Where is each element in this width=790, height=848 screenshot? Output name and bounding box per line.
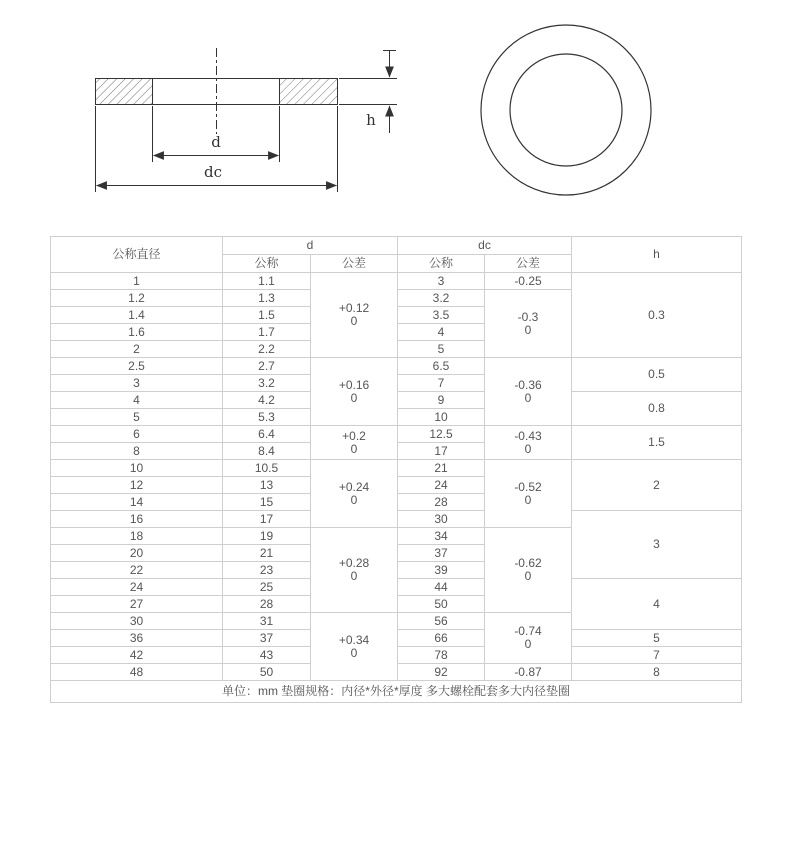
table-row — [51, 426, 742, 443]
table-footer-note: 单位：mm 垫圈规格：内径*外径*厚度 多大螺栓配套多大内径垫圈 — [51, 681, 742, 703]
nominal-diameter-cell: 6 — [51, 426, 223, 443]
d-nominal-cell: 10.5 — [223, 460, 311, 477]
d-tolerance-cell: +0.34 0 — [311, 613, 398, 681]
nominal-diameter-cell: 12 — [51, 477, 223, 494]
d-nominal-cell: 19 — [223, 528, 311, 545]
d-nominal-cell: 6.4 — [223, 426, 311, 443]
dc-nominal-cell: 39 — [398, 562, 485, 579]
nominal-diameter-cell: 27 — [51, 596, 223, 613]
d-nominal-cell: 17 — [223, 511, 311, 528]
washer-technical-drawing — [0, 0, 790, 232]
d-nominal-cell: 13 — [223, 477, 311, 494]
table-row — [51, 273, 742, 290]
dc-nominal-cell: 3.5 — [398, 307, 485, 324]
dc-tolerance-cell: -0.62 0 — [485, 528, 572, 613]
header-d-nominal: 公称 — [223, 255, 311, 273]
header-nominal-diameter: 公称直径 — [51, 237, 223, 273]
dimension-label-d: d — [211, 133, 221, 151]
d-nominal-cell: 50 — [223, 664, 311, 681]
washer-inner-circle — [510, 54, 622, 166]
dc-nominal-cell: 21 — [398, 460, 485, 477]
d-nominal-cell: 23 — [223, 562, 311, 579]
h-cell: 0.5 — [572, 358, 742, 392]
nominal-diameter-cell: 42 — [51, 647, 223, 664]
d-nominal-cell: 43 — [223, 647, 311, 664]
d-tolerance-cell: +0.2 0 — [311, 426, 398, 460]
hatch-left — [96, 79, 153, 105]
dc-nominal-cell: 6.5 — [398, 358, 485, 375]
d-tolerance-cell: +0.12 0 — [311, 273, 398, 358]
dc-nominal-cell: 78 — [398, 647, 485, 664]
h-cell: 2 — [572, 460, 742, 511]
dc-nominal-cell: 66 — [398, 630, 485, 647]
d-nominal-cell: 8.4 — [223, 443, 311, 460]
h-cell: 0.3 — [572, 273, 742, 358]
dc-nominal-cell: 4 — [398, 324, 485, 341]
spec-table-container — [50, 236, 741, 703]
table-footer — [51, 681, 742, 703]
table-row — [51, 358, 742, 375]
header-row-1 — [51, 237, 742, 255]
d-nominal-cell: 1.5 — [223, 307, 311, 324]
nominal-diameter-cell: 20 — [51, 545, 223, 562]
dc-nominal-cell: 12.5 — [398, 426, 485, 443]
dimension-label-dc: dc — [203, 163, 223, 181]
d-nominal-cell: 1.1 — [223, 273, 311, 290]
dc-nominal-cell: 7 — [398, 375, 485, 392]
header-h: h — [572, 237, 742, 273]
nominal-diameter-cell: 22 — [51, 562, 223, 579]
dimension-label-h: h — [366, 111, 376, 129]
nominal-diameter-cell: 8 — [51, 443, 223, 460]
footer-row — [51, 681, 742, 703]
dc-nominal-cell: 9 — [398, 392, 485, 409]
h-cell: 3 — [572, 511, 742, 579]
dc-nominal-cell: 28 — [398, 494, 485, 511]
d-nominal-cell: 2.2 — [223, 341, 311, 358]
header-dc: dc — [398, 237, 572, 255]
dc-nominal-cell: 3 — [398, 273, 485, 290]
nominal-diameter-cell: 4 — [51, 392, 223, 409]
d-tolerance-cell: +0.16 0 — [311, 358, 398, 426]
dc-tolerance-cell: -0.43 0 — [485, 426, 572, 460]
d-nominal-cell: 37 — [223, 630, 311, 647]
nominal-diameter-cell: 1.6 — [51, 324, 223, 341]
h-cell: 0.8 — [572, 392, 742, 426]
d-nominal-cell: 1.7 — [223, 324, 311, 341]
nominal-diameter-cell: 14 — [51, 494, 223, 511]
table-header — [51, 237, 742, 273]
dc-nominal-cell: 34 — [398, 528, 485, 545]
h-cell: 1.5 — [572, 426, 742, 460]
h-cell: 4 — [572, 579, 742, 630]
dc-nominal-cell: 30 — [398, 511, 485, 528]
d-nominal-cell: 5.3 — [223, 409, 311, 426]
header-d: d — [223, 237, 398, 255]
nominal-diameter-cell: 24 — [51, 579, 223, 596]
nominal-diameter-cell: 10 — [51, 460, 223, 477]
d-nominal-cell: 31 — [223, 613, 311, 630]
hatch-right — [280, 79, 338, 105]
d-nominal-cell: 15 — [223, 494, 311, 511]
nominal-diameter-cell: 1 — [51, 273, 223, 290]
d-tolerance-cell: +0.28 0 — [311, 528, 398, 613]
front-view — [481, 25, 651, 195]
nominal-diameter-cell: 1.4 — [51, 307, 223, 324]
nominal-diameter-cell: 48 — [51, 664, 223, 681]
dc-nominal-cell: 17 — [398, 443, 485, 460]
table-body — [51, 273, 742, 681]
washer-spec-table — [50, 236, 742, 703]
nominal-diameter-cell: 5 — [51, 409, 223, 426]
dc-nominal-cell: 44 — [398, 579, 485, 596]
d-tolerance-cell: +0.24 0 — [311, 460, 398, 528]
dc-nominal-cell: 3.2 — [398, 290, 485, 307]
d-nominal-cell: 2.7 — [223, 358, 311, 375]
dc-nominal-cell: 10 — [398, 409, 485, 426]
dc-tolerance-cell: -0.25 — [485, 273, 572, 290]
dc-nominal-cell: 37 — [398, 545, 485, 562]
nominal-diameter-cell: 2.5 — [51, 358, 223, 375]
washer-outer-circle — [481, 25, 651, 195]
table-row — [51, 460, 742, 477]
d-nominal-cell: 1.3 — [223, 290, 311, 307]
header-dc-tolerance: 公差 — [485, 255, 572, 273]
d-nominal-cell: 4.2 — [223, 392, 311, 409]
h-cell: 7 — [572, 647, 742, 664]
nominal-diameter-cell: 16 — [51, 511, 223, 528]
dc-tolerance-cell: -0.74 0 — [485, 613, 572, 664]
nominal-diameter-cell: 36 — [51, 630, 223, 647]
dc-tolerance-cell: -0.87 — [485, 664, 572, 681]
nominal-diameter-cell: 30 — [51, 613, 223, 630]
dc-nominal-cell: 56 — [398, 613, 485, 630]
h-cell: 8 — [572, 664, 742, 681]
nominal-diameter-cell: 18 — [51, 528, 223, 545]
dc-tolerance-cell: -0.36 0 — [485, 358, 572, 426]
nominal-diameter-cell: 2 — [51, 341, 223, 358]
dc-tolerance-cell: -0.3 0 — [485, 290, 572, 358]
dc-nominal-cell: 5 — [398, 341, 485, 358]
dc-nominal-cell: 24 — [398, 477, 485, 494]
cross-section-view — [96, 48, 398, 192]
dc-nominal-cell: 50 — [398, 596, 485, 613]
nominal-diameter-cell: 1.2 — [51, 290, 223, 307]
dc-nominal-cell: 92 — [398, 664, 485, 681]
h-cell: 5 — [572, 630, 742, 647]
d-nominal-cell: 3.2 — [223, 375, 311, 392]
header-d-tolerance: 公差 — [311, 255, 398, 273]
d-nominal-cell: 21 — [223, 545, 311, 562]
d-nominal-cell: 25 — [223, 579, 311, 596]
nominal-diameter-cell: 3 — [51, 375, 223, 392]
header-dc-nominal: 公称 — [398, 255, 485, 273]
d-nominal-cell: 28 — [223, 596, 311, 613]
dc-tolerance-cell: -0.52 0 — [485, 460, 572, 528]
